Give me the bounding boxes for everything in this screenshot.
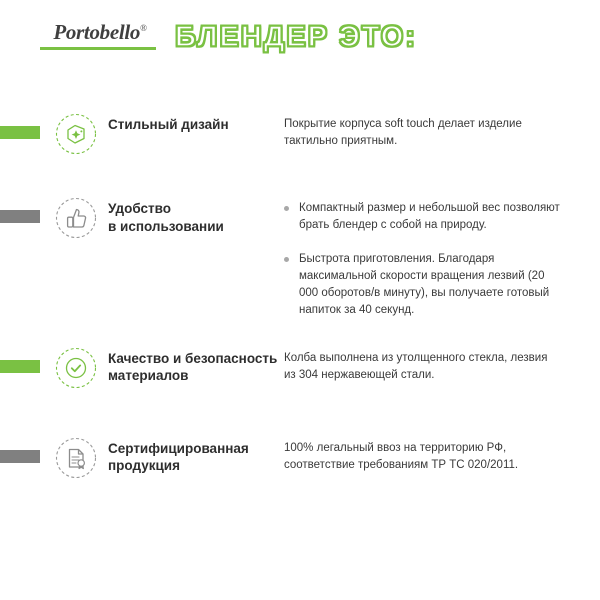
feature-body	[284, 200, 600, 320]
brand-underline	[40, 47, 156, 50]
bullet-text: Быстрота приготовления. Благодаря максимальной скорости вращения лезвий (20 000 оборотов/в минуту), вы получаете готовый напиток за 40 секунд.	[299, 252, 550, 317]
bullet-list-item	[284, 200, 560, 235]
bullet-dot-icon	[284, 257, 289, 262]
feature-title: Стильный дизайн	[108, 117, 229, 132]
accent-bar	[0, 210, 40, 223]
feature-title	[108, 440, 278, 476]
feature-paragraph: Колба выполнена из утолщенного стекла, лезвия из 304 нержавеющей стали.	[284, 351, 548, 381]
page-title: БЛЕНДЕР ЭТО:	[175, 21, 417, 53]
feature-row	[0, 436, 600, 498]
brand-text: Portobello	[53, 20, 141, 44]
feature-title	[108, 350, 278, 386]
feature-title-line1: Удобство	[108, 201, 172, 216]
feature-paragraph: Покрытие корпуса soft touch делает изделие тактильно приятным.	[284, 118, 522, 148]
feature-row	[0, 196, 600, 320]
brand-name	[40, 22, 160, 43]
bullet-text: Компактный размер и небольшой вес позволяют брать блендер с собой на природу.	[299, 202, 560, 232]
header	[0, 0, 600, 78]
feature-list	[0, 78, 600, 498]
accent-bar	[0, 450, 40, 463]
brand-logo	[40, 22, 160, 50]
feature-title-line1: Качество и безопасность	[108, 350, 278, 366]
bullet-dot-icon	[284, 206, 289, 211]
feature-title-line2: в использовании	[108, 218, 224, 234]
bullet-list-item	[284, 251, 560, 320]
quality-check-icon	[54, 346, 98, 390]
feature-title-line2: продукция	[108, 458, 180, 474]
feature-row	[0, 346, 600, 408]
feature-paragraph: 100% легальный ввоз на территорию РФ, соответствие требованиям ТР ТС 020/2011.	[284, 441, 519, 471]
feature-row	[0, 112, 600, 174]
feature-title	[108, 200, 278, 236]
thumbs-up-icon	[54, 196, 98, 240]
feature-body	[284, 116, 600, 151]
feature-title-line2: материалов	[108, 368, 189, 384]
feature-title-line1: Сертифицированная	[108, 440, 249, 456]
feature-body	[284, 350, 600, 385]
accent-bar	[0, 126, 40, 139]
certificate-document-icon	[54, 436, 98, 480]
sparkle-design-icon	[54, 112, 98, 156]
brand-registered-mark: ®	[140, 23, 147, 33]
feature-body	[284, 440, 600, 475]
accent-bar	[0, 360, 40, 373]
